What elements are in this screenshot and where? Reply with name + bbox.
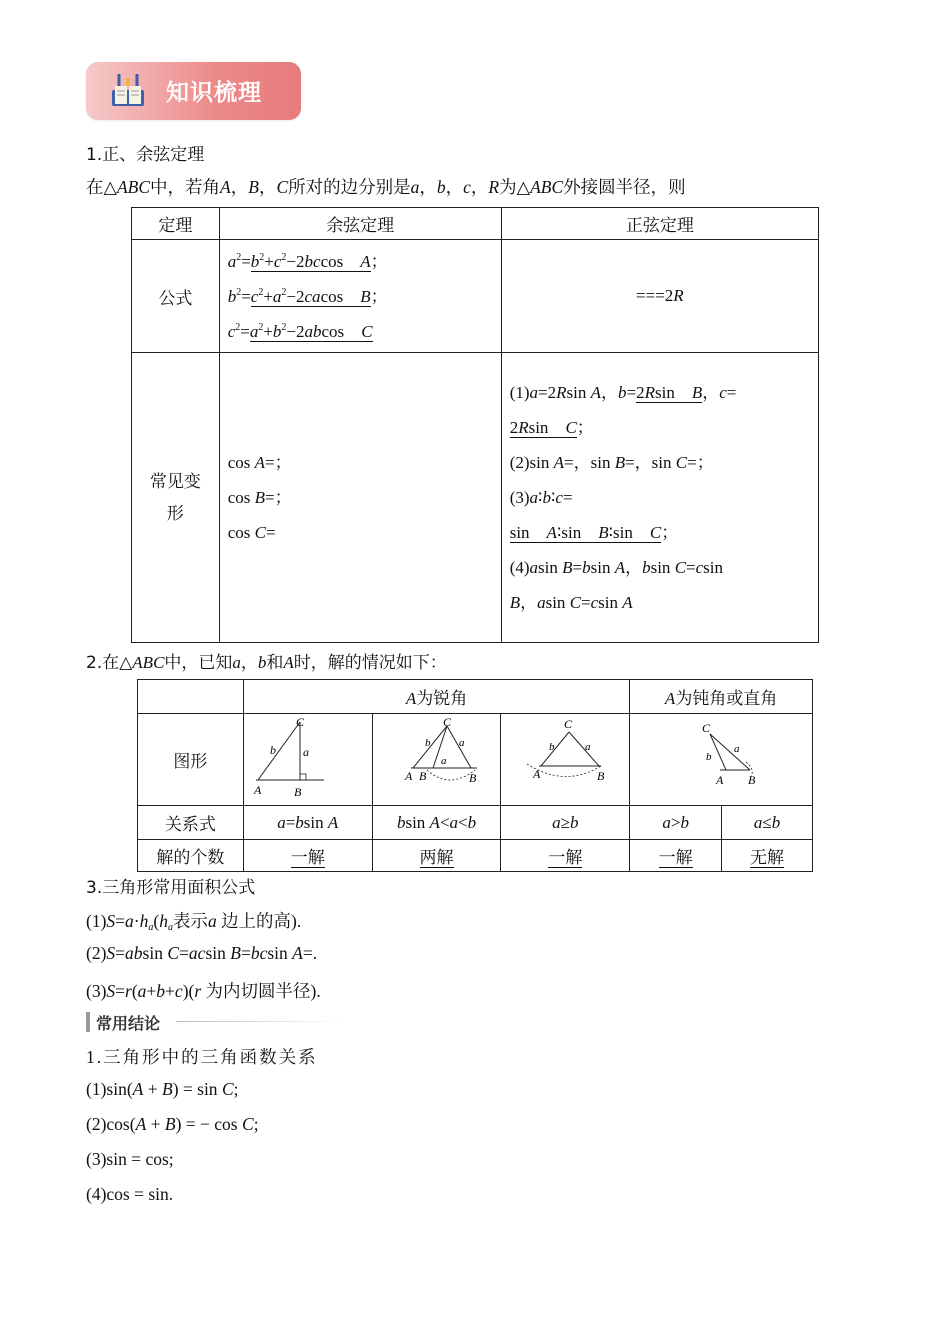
svg-text:b: b: [706, 751, 712, 763]
section2-heading: 2.在△ABC中，已知a，b和A时，解的情况如下：: [86, 653, 447, 673]
svg-text:B: B: [418, 769, 426, 783]
row-figure-label: 图形: [138, 714, 244, 806]
section-banner: [86, 62, 301, 120]
conclusion-line-4: (4)cos = sin.: [86, 1184, 174, 1204]
sine-law-formula: ===2R: [501, 240, 818, 353]
svg-text:A: A: [253, 783, 262, 797]
sine-variants: (1)a=2Rsin A，b=2Rsin B，c= 2Rsin C； (2)sin A=，sin B=，sin C=； (3)a∶b∶c= sin A∶sin B∶sin C； (4)asin B=bsin A，bsin C=csin B，asin C=csin A: [501, 353, 818, 643]
count-1: 一解: [243, 840, 372, 872]
count-5: 无解: [722, 840, 813, 872]
solution-table: [137, 679, 813, 872]
svg-text:a: a: [302, 745, 309, 759]
cosine-variants: cos A=； cos B=； cos C=: [219, 353, 501, 643]
count-3: 一解: [501, 840, 630, 872]
area-formula-2: (2)S=absin C=acsin B=bcsin A=.: [86, 943, 318, 963]
law-table: [131, 207, 819, 643]
col-cosine-law: 余弦定理: [219, 208, 501, 240]
svg-text:b: b: [549, 741, 555, 753]
relation-1: a=bsin A: [243, 806, 372, 840]
svg-text:a: a: [734, 743, 740, 755]
svg-text:b: b: [424, 737, 431, 749]
figure-right-triangle: [243, 714, 372, 806]
svg-text:a: a: [458, 737, 465, 749]
svg-text:a: a: [440, 755, 447, 767]
conclusion-title: 常用结论: [96, 1014, 161, 1033]
acute-header: A为锐角: [243, 680, 629, 714]
obtuse-header: A为钝角或直角: [630, 680, 813, 714]
conclusion-heading: 1.三角形中的三角函数关系: [86, 1047, 318, 1067]
count-4: 一解: [630, 840, 722, 872]
row-relation-label: 关系式: [138, 806, 244, 840]
cos-formula-a: $a^2=b^2+c^2-2bccos$ A；: [227, 251, 388, 271]
conclusion-line-2: (2)cos(A + B) = − cos C;: [86, 1114, 259, 1134]
conclusion-line-3: (3)sin = cos;: [86, 1149, 174, 1169]
svg-text:C: C: [564, 717, 573, 731]
svg-text:b: b: [269, 743, 276, 757]
svg-text:C: C: [702, 721, 711, 735]
relation-3: a≥b: [501, 806, 630, 840]
svg-text:A: A: [404, 769, 412, 783]
area-formula-1: $(1)S=a\cdot h_a(h_a$表示a 边上的高).: [86, 911, 302, 933]
relation-4: a>b: [630, 806, 722, 840]
svg-text:C: C: [295, 715, 304, 729]
svg-text:B: B: [748, 773, 756, 787]
cos-formula-c: $c^2=a^2+b^2-2abcos$ C: [227, 321, 373, 341]
row-variants-label: 常见变 形: [132, 353, 220, 643]
row-formula-label: 公式: [132, 240, 220, 353]
conclusion-divider: [176, 1021, 346, 1022]
svg-text:C: C: [442, 715, 451, 729]
figure-two-solutions: [372, 714, 501, 806]
row-count-label: 解的个数: [138, 840, 244, 872]
cos-formula-b: $b^2=c^2+a^2-2cacos$ B；: [227, 286, 388, 306]
section3-heading: 3.三角形常用面积公式: [86, 878, 256, 898]
svg-text:a: a: [585, 741, 591, 753]
cosine-law-formulas: [219, 240, 501, 353]
book-icon: [110, 72, 146, 110]
count-2: 两解: [372, 840, 501, 872]
area-formula-3: (3)S=r(a+b+c)(r 为内切圆半径).: [86, 981, 321, 1001]
relation-2: bsin A<a<b: [372, 806, 501, 840]
figure-a-ge-b: [501, 714, 630, 806]
banner-title: 知识梳理: [166, 80, 262, 106]
relation-5: a≤b: [722, 806, 813, 840]
figure-obtuse: [630, 714, 813, 806]
conclusion-bar: [86, 1012, 90, 1032]
svg-text:B: B: [597, 769, 605, 783]
svg-text:A: A: [533, 767, 541, 781]
section1-heading: 1.正、余弦定理: [86, 145, 205, 165]
svg-text:A: A: [716, 773, 724, 787]
svg-text:B: B: [293, 785, 302, 799]
conclusion-line-1: (1)sin(A + B) = sin C;: [86, 1079, 239, 1099]
section1-intro: 在△ABC中，若角A，B，C所对的边分别是a，b，c，R为△ABC外接圆半径，则: [86, 177, 686, 197]
col-sine-law: 正弦定理: [501, 208, 818, 240]
svg-text:B: B: [468, 771, 476, 785]
col-theorem: 定理: [132, 208, 220, 240]
